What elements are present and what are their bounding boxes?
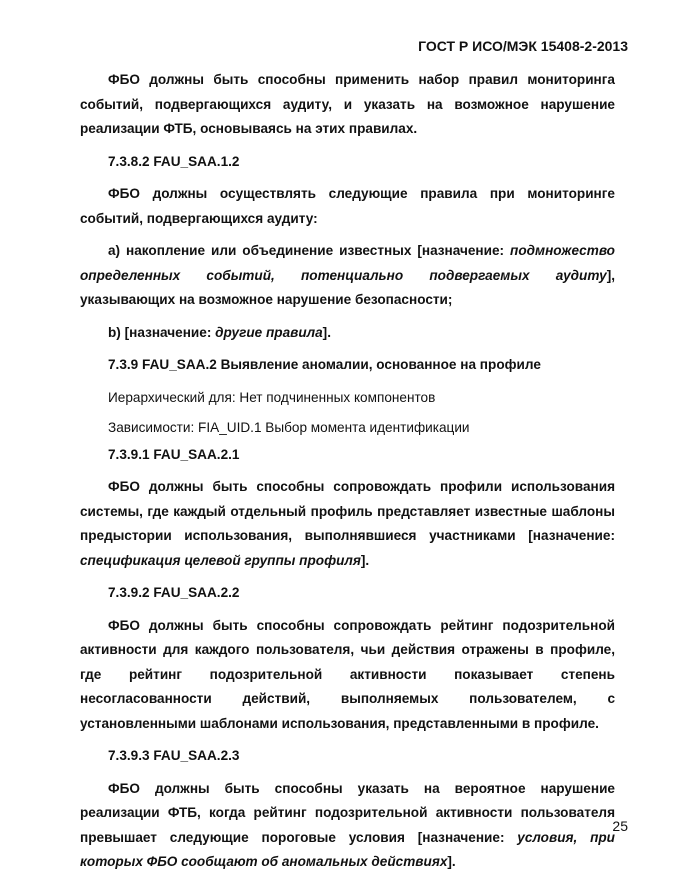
paragraph-saa-1-2: ФБО должны осуществлять следующие правила при мониторинге событий, подвергающихся аудиту: [80,186,615,226]
hierarchy-line: Иерархический для: Нет подчиненных компонентов [108,389,436,405]
list-item-b [80,321,615,346]
page-number: 25 [612,818,628,834]
paragraph-saa-1-1: ФБО должны быть способны применить набор правил мониторинга событий, подвергающихся аудиту, и указать на возможное нарушение реализации ФТБ, основываясь на этих правилах. [80,72,615,136]
dependencies-line: Зависимости: FIA_UID.1 Выбор момента идентификации [108,420,470,435]
section-heading-7-3-9: 7.3.9 FAU_SAA.2 Выявление аномалии, основанное на профиле [108,357,541,372]
document-header: ГОСТ Р ИСО/МЭК 15408-2-2013 [418,38,628,54]
paragraph-saa-2-1-assignment: спецификация целевой группы профиля [80,552,361,568]
list-item-a [80,239,615,313]
list-item-a-tail: ], указывающих на возможное нарушение безопасности; [80,267,615,307]
section-heading-7-3-8-2: 7.3.8.2 FAU_SAA.1.2 [108,153,240,169]
paragraph-saa-2-1-tail: ]. [360,552,370,568]
list-item-a-text: a) накопление или объединение известных [назначение: [108,243,511,258]
list-item-b-assignment: другие правила [215,324,323,340]
paragraph-saa-2-1 [80,475,615,573]
list-item-b-text: b) [назначение: [108,324,216,340]
paragraph-saa-2-3-tail: ]. [447,854,456,869]
list-item-b-tail: ]. [322,324,331,340]
paragraph-saa-2-3 [80,777,615,875]
page-content [80,68,615,875]
paragraph-saa-2-3-assignment: условия, при которых ФБО сообщают об аномальных действиях [80,829,615,869]
paragraph-saa-2-1-text: ФБО должны быть способны сопровождать профили использования системы, где каждый отдельный профиль представляет известные шаблоны предыстории использования, выполнявшиеся участниками [назначение: [80,479,615,543]
paragraph-saa-2-2: ФБО должны быть способны сопровождать рейтинг подозрительной активности для каждого пользователя, чьи действия отражены в профиле, где рейтинг подозрительной активности показывает степень несогласованности действий, выполняемых пользователем, с установленными шаблонами использования, представленными в профиле. [80,617,615,731]
section-heading-7-3-9-2: 7.3.9.2 FAU_SAA.2.2 [108,585,240,600]
section-heading-7-3-9-1: 7.3.9.1 FAU_SAA.2.1 [108,446,240,462]
paragraph-saa-2-3-text: ФБО должны быть способны указать на вероятное нарушение реализации ФТБ, когда рейтинг подозрительной активности пользователя превышает следующие пороговые условия [назначение: [80,780,615,845]
section-heading-7-3-9-3: 7.3.9.3 FAU_SAA.2.3 [108,748,240,763]
list-item-a-assignment: подмножество определенных событий, потенциально подвергаемых аудиту [80,243,615,283]
